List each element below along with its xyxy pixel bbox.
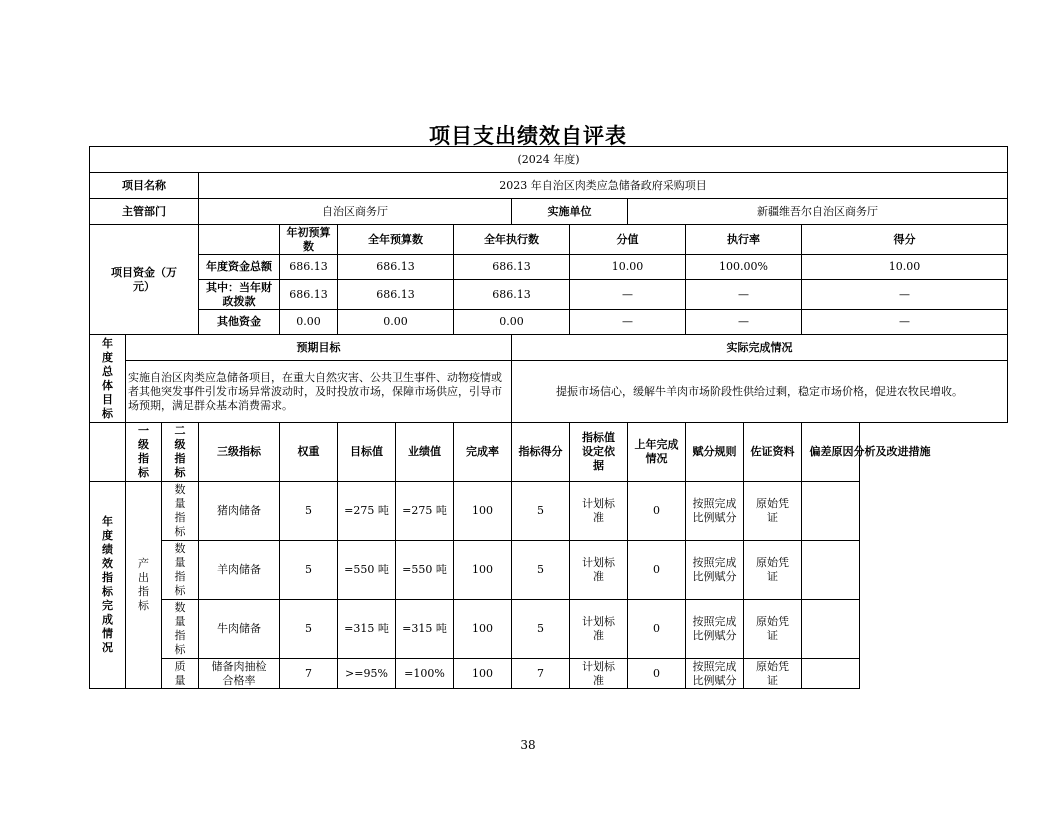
indicator-target: =315 吨 bbox=[338, 600, 396, 659]
funds-cell: 0.00 bbox=[280, 310, 338, 335]
expected-goal-text: 实施自治区肉类应急储备项目，在重大自然灾害、公共卫生事件、动物疫情或者其他突发事件引发市场异常波动时，及时投放市场，保障市场供应，引导市场预期，满足群众基本消费需求。 bbox=[126, 361, 512, 423]
funds-header-score: 得分 bbox=[802, 225, 1008, 255]
funds-cell: — bbox=[802, 310, 1008, 335]
ind-header-text: 偏差原因分析及改进措施 bbox=[809, 445, 931, 458]
page-title: 项目支出绩效自评表 bbox=[429, 124, 627, 148]
indicator-rule bbox=[686, 600, 744, 659]
funds-header-initial: 年初预算数 bbox=[280, 225, 338, 255]
funds-corner bbox=[199, 225, 280, 255]
ind-header-target: 目标值 bbox=[338, 423, 396, 482]
indicator-evidence-text: 原始凭证 bbox=[756, 497, 789, 524]
year-cell: (2024 年度) bbox=[90, 147, 1008, 173]
indicator-actual: =100% bbox=[396, 659, 454, 689]
indicator-rule-text: 按照完成比例赋分 bbox=[692, 556, 737, 583]
dept-label: 主管部门 bbox=[90, 199, 199, 225]
ind-header-last-year bbox=[628, 423, 686, 482]
indicator-score: 7 bbox=[512, 659, 570, 689]
indicator-rule-text: 按照完成比例赋分 bbox=[692, 615, 737, 642]
funds-cell: — bbox=[686, 310, 802, 335]
ind-header-actual: 业绩值 bbox=[396, 423, 454, 482]
ind-header-level3: 三级指标 bbox=[199, 423, 280, 482]
indicator-weight: 5 bbox=[280, 541, 338, 600]
funds-cell: 0.00 bbox=[454, 310, 570, 335]
indicator-section-label bbox=[90, 482, 126, 689]
indicator-last-year: 0 bbox=[628, 482, 686, 541]
impl-value: 新疆维吾尔自治区商务厅 bbox=[628, 199, 1008, 225]
indicator-note bbox=[802, 482, 860, 541]
funds-cell: 686.13 bbox=[338, 255, 454, 280]
funds-header-score-value: 分值 bbox=[570, 225, 686, 255]
funds-cell: — bbox=[802, 280, 1008, 310]
funds-header-executed: 全年执行数 bbox=[454, 225, 570, 255]
ind-header-text: 一级指标 bbox=[138, 424, 149, 479]
ind-header-text: 二级指标 bbox=[174, 424, 186, 479]
indicator-evidence-text: 原始凭证 bbox=[756, 556, 789, 583]
impl-label: 实施单位 bbox=[512, 199, 628, 225]
funds-label-text: 项目资金（万元） bbox=[111, 265, 177, 293]
indicator-rate: 100 bbox=[454, 541, 512, 600]
indicator-evidence-text: 原始凭证 bbox=[756, 615, 789, 642]
indicator-basis bbox=[570, 482, 628, 541]
indicator-name bbox=[199, 659, 280, 689]
indicator-level2-text: 数量指标 bbox=[174, 483, 186, 538]
indicator-basis-text: 计划标准 bbox=[582, 615, 615, 642]
indicator-note bbox=[802, 659, 860, 689]
funds-cell: 686.13 bbox=[338, 280, 454, 310]
ind-header-rule: 赋分规则 bbox=[686, 423, 744, 482]
expected-goal-label: 预期目标 bbox=[126, 335, 512, 361]
ind-header-text: 佐证资料 bbox=[750, 445, 795, 458]
indicator-target: =275 吨 bbox=[338, 482, 396, 541]
indicator-level1-text: 产出指标 bbox=[138, 557, 149, 612]
funds-cell: 686.13 bbox=[280, 280, 338, 310]
indicator-basis bbox=[570, 600, 628, 659]
ind-header-text: 指标值设定依据 bbox=[582, 431, 615, 472]
ind-header-text: 指标得分 bbox=[518, 445, 563, 458]
project-name: 2023 年自治区肉类应急储备政府采购项目 bbox=[199, 173, 1008, 199]
indicator-level2 bbox=[162, 600, 199, 659]
indicator-level2-text: 数量指标 bbox=[174, 542, 186, 597]
funds-cell: 686.13 bbox=[280, 255, 338, 280]
ind-header-score bbox=[512, 423, 570, 482]
indicator-evidence bbox=[744, 482, 802, 541]
indicator-rule bbox=[686, 541, 744, 600]
indicator-weight: 5 bbox=[280, 600, 338, 659]
indicator-last-year: 0 bbox=[628, 541, 686, 600]
funds-cell: 0.00 bbox=[338, 310, 454, 335]
funds-cell: — bbox=[570, 310, 686, 335]
indicator-name: 牛肉储备 bbox=[199, 600, 280, 659]
performance-table bbox=[89, 146, 1008, 689]
indicator-rate: 100 bbox=[454, 600, 512, 659]
actual-goal-text: 提振市场信心，缓解牛羊肉市场阶段性供给过剩，稳定市场价格，促进农牧民增收。 bbox=[512, 361, 1008, 423]
indicator-level2 bbox=[162, 659, 199, 689]
indicator-basis bbox=[570, 541, 628, 600]
project-name-label: 项目名称 bbox=[90, 173, 199, 199]
ind-header-level1 bbox=[126, 423, 162, 482]
funds-cell: 686.13 bbox=[454, 255, 570, 280]
indicator-rate: 100 bbox=[454, 659, 512, 689]
indicator-level2-text: 质量 bbox=[174, 659, 186, 687]
ind-header-level2 bbox=[162, 423, 199, 482]
funds-label bbox=[90, 225, 199, 335]
indicator-rule bbox=[686, 482, 744, 541]
ind-header-note bbox=[802, 423, 931, 482]
indicator-actual: =315 吨 bbox=[396, 600, 454, 659]
ind-header-evidence bbox=[744, 423, 802, 482]
funds-cell: — bbox=[570, 280, 686, 310]
indicator-score: 5 bbox=[512, 600, 570, 659]
indicator-evidence bbox=[744, 600, 802, 659]
indicator-name: 羊肉储备 bbox=[199, 541, 280, 600]
indicator-target: >=95% bbox=[338, 659, 396, 689]
page-number: 38 bbox=[520, 738, 536, 752]
indicator-level1 bbox=[126, 482, 162, 689]
indicator-score: 5 bbox=[512, 541, 570, 600]
indicator-evidence-text: 原始凭证 bbox=[756, 659, 789, 687]
funds-header-rate: 执行率 bbox=[686, 225, 802, 255]
indicator-level2 bbox=[162, 541, 199, 600]
ind-header-basis bbox=[570, 423, 628, 482]
funds-row-label: 其他资金 bbox=[199, 310, 280, 335]
indicator-rule-text: 按照完成比例赋分 bbox=[692, 497, 737, 524]
indicator-last-year: 0 bbox=[628, 600, 686, 659]
ind-header-rate: 完成率 bbox=[454, 423, 512, 482]
funds-row-label: 年度资金总额 bbox=[199, 255, 280, 280]
indicator-section-text: 年度绩效指标完成情况 bbox=[102, 515, 113, 654]
funds-cell: 686.13 bbox=[454, 280, 570, 310]
indicator-level2 bbox=[162, 482, 199, 541]
indicator-rule-text: 按照完成比例赋分 bbox=[692, 659, 737, 687]
goals-label bbox=[90, 335, 126, 423]
indicator-rule bbox=[686, 659, 744, 689]
indicator-evidence bbox=[744, 659, 802, 689]
indicator-basis-text: 计划标准 bbox=[582, 556, 615, 583]
indicator-basis bbox=[570, 659, 628, 689]
funds-cell: 100.00% bbox=[686, 255, 802, 280]
indicator-rate: 100 bbox=[454, 482, 512, 541]
indicator-weight: 5 bbox=[280, 482, 338, 541]
indicator-basis-text: 计划标准 bbox=[582, 659, 615, 687]
goals-label-text: 年度总体目标 bbox=[102, 336, 113, 420]
indicator-weight: 7 bbox=[280, 659, 338, 689]
indicator-note bbox=[802, 600, 860, 659]
funds-cell: 10.00 bbox=[802, 255, 1008, 280]
indicator-level2-text: 数量指标 bbox=[174, 601, 186, 656]
indicator-target: =550 吨 bbox=[338, 541, 396, 600]
indicator-score: 5 bbox=[512, 482, 570, 541]
indicator-evidence bbox=[744, 541, 802, 600]
funds-cell: — bbox=[686, 280, 802, 310]
ind-header-weight: 权重 bbox=[280, 423, 338, 482]
indicator-actual: =550 吨 bbox=[396, 541, 454, 600]
indicator-note bbox=[802, 541, 860, 600]
actual-goal-label: 实际完成情况 bbox=[512, 335, 1008, 361]
indicator-actual: =275 吨 bbox=[396, 482, 454, 541]
funds-header-annual: 全年预算数 bbox=[338, 225, 454, 255]
indicator-name: 猪肉储备 bbox=[199, 482, 280, 541]
indicator-last-year: 0 bbox=[628, 659, 686, 689]
funds-row-label: 其中：当年财政拨款 bbox=[199, 280, 280, 310]
funds-cell: 10.00 bbox=[570, 255, 686, 280]
dept-value: 自治区商务厅 bbox=[199, 199, 512, 225]
ind-header-text: 上年完成情况 bbox=[634, 438, 679, 465]
indicator-name-text: 储备肉抽检合格率 bbox=[211, 659, 267, 687]
indicator-basis-text: 计划标准 bbox=[582, 497, 615, 524]
indicator-blank bbox=[90, 423, 126, 482]
